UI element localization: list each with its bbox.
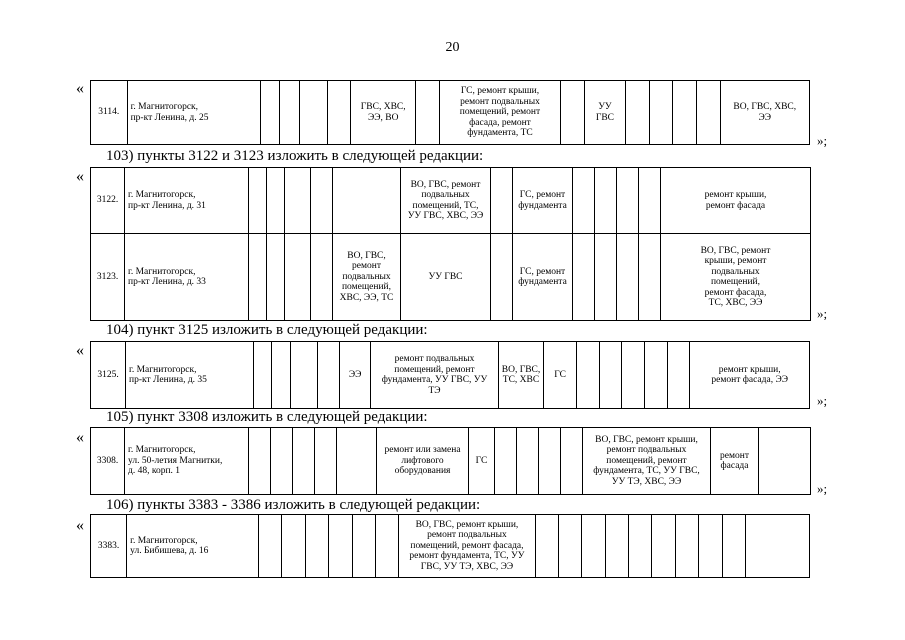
address-cell: г. Магнитогорск, пр-кт Ленина, д. 35 xyxy=(126,342,254,409)
table-cell: ГС xyxy=(544,342,577,409)
table-cell: ремонт фасада xyxy=(711,428,759,495)
table-cell: ГС xyxy=(469,428,495,495)
table-cell: ВО, ГВС, ремонт подвальных помещений, ХВС, ЭЭ, ТС xyxy=(333,234,401,321)
table-cell xyxy=(293,428,315,495)
table-cell xyxy=(759,428,811,495)
table-cell: УУ ГВС xyxy=(584,81,625,145)
table-cell xyxy=(558,515,581,578)
table-cell xyxy=(595,234,617,321)
table-cell xyxy=(577,342,600,409)
table-cell xyxy=(645,342,668,409)
table-cell xyxy=(259,515,282,578)
table-cell: ВО, ГВС, ремонт крыши, ремонт подвальных помещений, ремонт фасада, ТС, ХВС, ЭЭ xyxy=(661,234,811,321)
table-cell xyxy=(249,168,267,234)
section-heading-103: 103) пункты 3122 и 3123 изложить в следующей редакции: xyxy=(106,148,484,164)
table-cell xyxy=(315,428,337,495)
table-cell xyxy=(280,81,299,145)
table-cell xyxy=(675,515,698,578)
table-cell xyxy=(495,428,517,495)
table-cell xyxy=(561,81,585,145)
table-cell xyxy=(253,342,272,409)
table-cell: ВО, ГВС, ремонт крыши, ремонт подвальных помещений, ремонт фундамента, ТС, УУ ГВС, УУ ТЭ, ХВС, ЭЭ xyxy=(583,428,711,495)
table-row-3122 xyxy=(91,168,811,234)
close-quote: »; xyxy=(817,133,828,148)
table-cell xyxy=(290,342,317,409)
row-number: 3123. xyxy=(91,234,125,321)
address-cell: г. Магнитогорск, пр-кт Ленина, д. 31 xyxy=(125,168,249,234)
table-cell xyxy=(673,81,697,145)
table-row-3383 xyxy=(90,514,810,578)
close-quote: »; xyxy=(817,481,828,496)
table-cell xyxy=(639,168,661,234)
table-cell xyxy=(249,234,267,321)
section-heading-104: 104) пункт 3125 изложить в следующей редакции: xyxy=(106,322,428,338)
table-cell xyxy=(305,515,328,578)
table-cell xyxy=(667,342,690,409)
table-cell xyxy=(285,234,311,321)
table-cell xyxy=(639,234,661,321)
open-quote: « xyxy=(76,168,84,185)
table-cell xyxy=(517,428,539,495)
table-cell xyxy=(625,81,649,145)
table-cell: ремонт крыши, ремонт фасада, ЭЭ xyxy=(690,342,810,409)
table-cell xyxy=(617,234,639,321)
table-cell xyxy=(746,515,810,578)
table-cell: ремонт подвальных помещений, ремонт фундамента, УУ ГВС, УУ ТЭ xyxy=(371,342,499,409)
table-cell xyxy=(261,81,280,145)
table-cell xyxy=(539,428,561,495)
table-cell: ГВС, ХВС, ЭЭ, ВО xyxy=(351,81,416,145)
row-number: 3383. xyxy=(91,515,127,578)
row-number: 3122. xyxy=(91,168,125,234)
open-quote: « xyxy=(76,517,84,534)
table-cell xyxy=(573,234,595,321)
table-cell xyxy=(327,81,351,145)
row-number: 3114. xyxy=(91,81,128,145)
table-cell xyxy=(317,342,340,409)
table-row-3125 xyxy=(90,341,810,409)
table-cell xyxy=(699,515,722,578)
table-cell: ремонт крыши, ремонт фасада xyxy=(661,168,811,234)
table-cell xyxy=(272,342,291,409)
address-cell: г. Магнитогорск, пр-кт Ленина, д. 33 xyxy=(125,234,249,321)
table-cell: ВО, ГВС, ремонт крыши, ремонт подвальных помещений, ремонт фасада, ремонт фундамента, ТС, УУ ГВС, УУ ТЭ, ХВС, ЭЭ xyxy=(399,515,535,578)
table-3122-3123 xyxy=(90,167,811,321)
table-cell xyxy=(629,515,652,578)
table-cell: ВО, ГВС, ТС, ХВС xyxy=(498,342,543,409)
table-cell xyxy=(599,342,622,409)
table-cell: ГС, ремонт фундамента xyxy=(513,234,573,321)
table-cell xyxy=(722,515,745,578)
table-cell: ремонт или замена лифтового оборудования xyxy=(377,428,469,495)
open-quote: « xyxy=(76,342,84,359)
table-cell xyxy=(375,515,398,578)
close-quote: »; xyxy=(817,393,828,408)
table-cell: ВО, ГВС, ремонт подвальных помещений, ТС, УУ ГВС, ХВС, ЭЭ xyxy=(401,168,491,234)
table-cell xyxy=(605,515,628,578)
table-cell xyxy=(561,428,583,495)
table-row-3114 xyxy=(90,80,810,145)
table-cell xyxy=(652,515,675,578)
table-cell xyxy=(535,515,558,578)
table-cell xyxy=(617,168,639,234)
open-quote: « xyxy=(76,429,84,446)
table-cell xyxy=(491,168,513,234)
table-cell xyxy=(311,168,333,234)
table-cell xyxy=(416,81,440,145)
table-row-3123 xyxy=(91,234,811,321)
table-cell xyxy=(595,168,617,234)
table-cell xyxy=(352,515,375,578)
table-cell: ГС, ремонт фундамента xyxy=(513,168,573,234)
section-heading-106: 106) пункты 3383 - 3386 изложить в следующей редакции: xyxy=(106,497,481,513)
table-cell xyxy=(329,515,352,578)
table-cell xyxy=(267,168,285,234)
table-cell xyxy=(282,515,305,578)
table-row-3308 xyxy=(90,427,811,495)
table-cell xyxy=(267,234,285,321)
table-cell xyxy=(285,168,311,234)
table-cell xyxy=(696,81,720,145)
table-cell xyxy=(491,234,513,321)
table-cell xyxy=(249,428,271,495)
table-cell: УУ ГВС xyxy=(401,234,491,321)
table-cell xyxy=(649,81,673,145)
table-cell: ГС, ремонт крыши, ремонт подвальных помещений, ремонт фасада, ремонт фундамента, ТС xyxy=(439,81,561,145)
table-cell xyxy=(333,168,401,234)
open-quote: « xyxy=(76,80,84,97)
table-cell xyxy=(573,168,595,234)
table-cell: ЭЭ xyxy=(340,342,371,409)
address-cell: г. Магнитогорск, ул. Бибишева, д. 16 xyxy=(127,515,259,578)
row-number: 3125. xyxy=(91,342,126,409)
table-cell: ВО, ГВС, ХВС, ЭЭ xyxy=(720,81,809,145)
table-cell xyxy=(622,342,645,409)
close-quote: »; xyxy=(817,306,828,321)
row-number: 3308. xyxy=(91,428,125,495)
table-cell xyxy=(299,81,327,145)
address-cell: г. Магнитогорск, пр-кт Ленина, д. 25 xyxy=(127,81,260,145)
table-cell xyxy=(271,428,293,495)
table-cell xyxy=(311,234,333,321)
page-number: 20 xyxy=(445,40,460,55)
section-heading-105: 105) пункт 3308 изложить в следующей редакции: xyxy=(106,409,428,425)
address-cell: г. Магнитогорск, ул. 50-летия Магнитки, д. 48, корп. 1 xyxy=(125,428,249,495)
table-cell xyxy=(582,515,605,578)
table-cell xyxy=(337,428,377,495)
